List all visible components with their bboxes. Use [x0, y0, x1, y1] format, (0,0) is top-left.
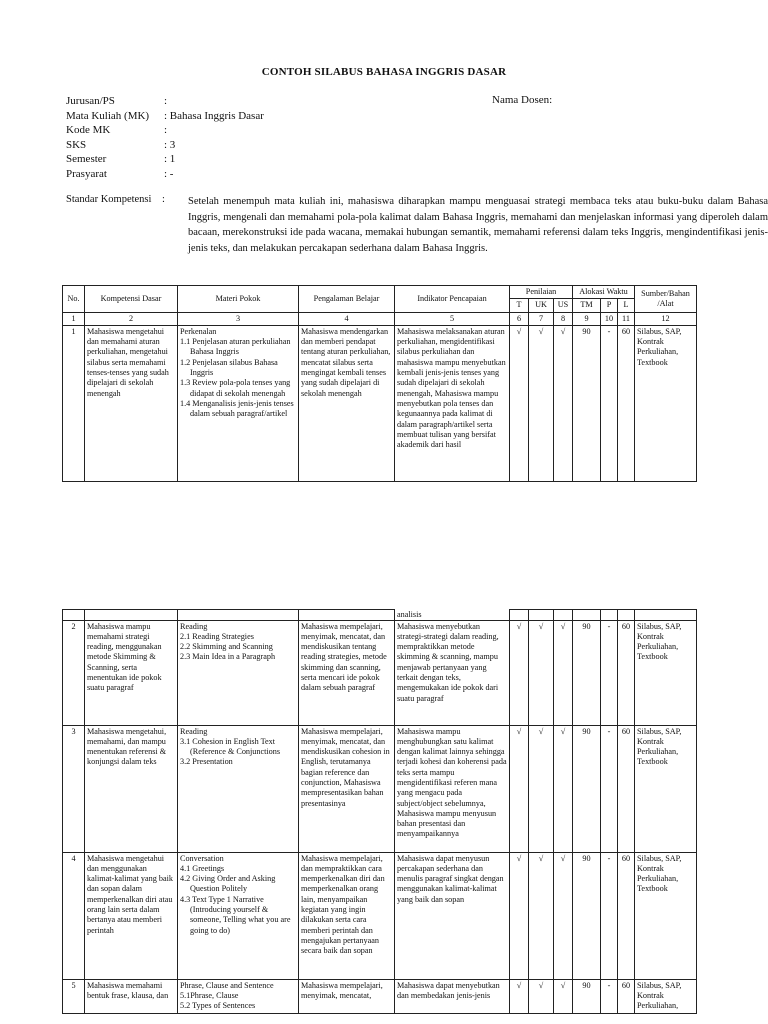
info-row	[66, 94, 464, 109]
row-us: √	[554, 325, 573, 481]
row-indikator: Mahasiswa dapat menyusun percakapan sederhana dan menulis paragraf singkat dengan menggunakan kalimat-kalimat yang baik dan sopan	[395, 852, 510, 979]
info-label: Semester	[66, 153, 107, 166]
info-label: Prasyarat	[66, 167, 107, 180]
row-us: √	[554, 620, 573, 725]
row-indikator: Mahasiswa mampu menghubungkan satu kalimat dengan kalimat lainnya sehingga terjadi kohesi dan koherensi pada teks serta mampu mengidentifikasi referen mana yang mengacu pada subject/object sebelumnya, Mahasiswa mampu menyusun bahan presentasi dan menyampaikannya	[395, 725, 510, 852]
table-row	[63, 325, 697, 481]
row-kompetensi: Mahasiswa memahami bentuk frase, klausa, dan	[85, 979, 178, 1013]
header-no: No.	[63, 286, 85, 313]
info-value: : Bahasa Inggris Dasar	[164, 109, 264, 122]
row-no: 2	[63, 620, 85, 725]
column-number: 7	[529, 312, 554, 325]
row-sumber: Silabus, SAP, Kontrak Perkuliahan, Textbook	[635, 620, 697, 725]
row-t: √	[510, 620, 529, 725]
sk-colon: :	[162, 194, 165, 205]
row-no: 4	[63, 852, 85, 979]
materi-item: 5.1Phrase, Clause	[180, 990, 239, 1000]
materi-item: 2.1 Reading Strategies	[180, 631, 254, 641]
row-t: √	[510, 979, 529, 1013]
row-tm: 90	[573, 620, 601, 725]
row-l: 60	[618, 620, 635, 725]
materi-heading: Perkenalan	[180, 326, 217, 336]
row-indikator: Mahasiswa melaksanakan aturan perkuliahan, mengidentifikasi silabus perkuliahan dan mahasiswa mampu menyebutkan kembali jenis-jenis tenses yang sudah dipelajari di sekolah menengah, Mahasiswa mampu menyebutkan pola tenses dan kegunaannya pada kalimat di dalam paragraph/artikel serta membuat tulisan yang bersifat akademik dari hasil	[395, 325, 510, 481]
row-pengalaman: Mahasiswa mempelajari, dan mempraktikkan cara memperkenalkan diri dan memperkenalkan orang lain, menyampaikan kegiatan yang ingin dilakukan serta cara memberi perintah dan mengajukan pertanyaan secara baik dan sopan	[299, 852, 395, 979]
header-alokasi: Alokasi Waktu	[573, 286, 635, 299]
row-p: -	[601, 325, 618, 481]
column-number: 2	[85, 312, 178, 325]
table-row	[63, 725, 697, 852]
row-uk: √	[529, 725, 554, 852]
info-label: Kode MK	[66, 124, 111, 137]
materi-item: 1.1 Penjelasan aturan perkuliahan Bahasa Inggris	[180, 337, 291, 357]
row-uk: √	[529, 979, 554, 1013]
row-uk: √	[529, 325, 554, 481]
info-value: : -	[164, 167, 174, 180]
column-number: 1	[63, 312, 85, 325]
row-t: √	[510, 852, 529, 979]
header-materi: Materi Pokok	[178, 286, 299, 313]
row-materi	[178, 852, 299, 979]
column-number-row	[63, 312, 697, 325]
materi-item: 3.1 Cohesion in English Text (Reference & Conjunctions	[180, 736, 281, 757]
info-label: SKS	[66, 138, 87, 151]
row-us: √	[554, 725, 573, 852]
row-kompetensi: Mahasiswa mengetahui dan memahami aturan perkuliahan, mengetahui silabus serta memahami tenses-tenses yang sudah dipelajari di sekolah menengah	[85, 325, 178, 481]
row-indikator: Mahasiswa menyebutkan strategi-strategi dalam reading, mempraktikkan metode skimming & scanning, mampu menjawab pertanyaan yang terkait dengan teks, mengemukakan ide pokok dari suatu paragraf	[395, 620, 510, 725]
row-p: -	[601, 852, 618, 979]
table-row	[63, 852, 697, 979]
row-tm: 90	[573, 979, 601, 1013]
row-tm: 90	[573, 852, 601, 979]
table-row	[63, 620, 697, 725]
row-tm: 90	[573, 725, 601, 852]
row-l: 60	[618, 725, 635, 852]
info-value: :	[164, 124, 168, 137]
materi-item: 4.2 Giving Order and Asking Question Politely	[180, 874, 276, 894]
column-number: 3	[178, 312, 299, 325]
column-number: 6	[510, 312, 529, 325]
header-uk: UK	[529, 299, 554, 312]
materi-item: 2.2 Skimming and Scanning	[180, 642, 273, 652]
info-row	[66, 109, 464, 124]
row-p: -	[601, 620, 618, 725]
table-row	[63, 979, 697, 1013]
row-no: 1	[63, 325, 85, 481]
row-pengalaman: Mahasiswa mendengarkan dan memberi pendapat tentang aturan perkuliahan, mencatat silabus serta mengingat kembali tenses yang sudah dipelajari di sekolah menengah	[299, 325, 395, 481]
materi-heading: Reading	[180, 621, 208, 631]
header-sumber: Sumber/Bahan /Alat	[635, 286, 697, 313]
sk-label: Standar Kompetensi	[66, 194, 152, 205]
syllabus-table-continued	[62, 609, 697, 1014]
row-kompetensi: Mahasiswa mampu memahami strategi reading, menggunakan metode Skimming & Scanning, serta menentukan ide pokok suatu paragraf	[85, 620, 178, 725]
row-l: 60	[618, 979, 635, 1013]
header-p: P	[601, 299, 618, 312]
materi-heading: Conversation	[180, 853, 224, 863]
materi-heading: Reading	[180, 726, 208, 736]
row-materi	[178, 325, 299, 481]
materi-item: 4.1 Greetings	[180, 863, 225, 873]
row-p: -	[601, 979, 618, 1013]
document-title: CONTOH SILABUS BAHASA INGGRIS DASAR	[261, 66, 507, 78]
row-uk: √	[529, 620, 554, 725]
row-uk: √	[529, 852, 554, 979]
row-sumber: Silabus, SAP, Kontrak Perkuliahan, Textbook	[635, 725, 697, 852]
column-number: 12	[635, 312, 697, 325]
info-row	[66, 138, 464, 153]
header-l: L	[618, 299, 635, 312]
column-number: 9	[573, 312, 601, 325]
header-tm: TM	[573, 299, 601, 312]
sk-text: Setelah menempuh mata kuliah ini, mahasiswa diharapkan mampu menguasai strategi membaca teks atau buku-buku dalam Bahasa Inggris, mengenali dan memahami pola-pola kalimat dalam Bahasa Inggris, memahami dan menjelaskan informasi yang diperoleh dalam bacaan, merekonstruksi ide pada wacana, memakai hubungan semantik, memahami referensi dalam teks Inggris, mengindentifikasi jenis-jenis teks, dan melakukan percakapan sederhana dalam Bahasa Inggris.	[188, 196, 768, 254]
row-materi	[178, 725, 299, 852]
lecturer-name-label: Nama Dosen:	[492, 94, 553, 106]
materi-item: 1.4 Menganalisis jenis-jenis tenses dalam sebuah paragraf/artikel	[180, 398, 294, 419]
continued-text: analisis	[395, 610, 510, 621]
info-value: : 3	[164, 138, 176, 151]
column-number: 8	[554, 312, 573, 325]
header-penilaian: Penilaian	[510, 286, 573, 299]
materi-heading: Phrase, Clause and Sentence	[180, 980, 274, 990]
row-t: √	[510, 325, 529, 481]
row-us: √	[554, 979, 573, 1013]
row-sumber: Silabus, SAP, Kontrak Perkuliahan, Textbook	[635, 852, 697, 979]
row-pengalaman: Mahasiswa mempelajari, menyimak, mencatat, dan mendiskusikan cohesion in English, terutamanya bagian reference dan conjunction, Mahasiswa mempresentasikan bahan presentasinya	[299, 725, 395, 852]
syllabus-table	[62, 285, 697, 482]
materi-item: 1.3 Review pola-pola tenses yang didapat di sekolah menengah	[180, 378, 291, 398]
row-kompetensi: Mahasiswa mengetahui dan menggunakan kalimat-kalimat yang baik dan sopan dalam memperkenalkan diri atau orang lain serta dalam bertanya atau memberi perintah	[85, 852, 178, 979]
header-pengalaman: Pengalaman Belajar	[299, 286, 395, 313]
info-label: Mata Kuliah (MK)	[66, 109, 150, 122]
materi-item: 4.3 Text Type 1 Narrative (Introducing yourself & someone, Telling what you are going to do)	[180, 894, 291, 935]
row-sumber: Silabus, SAP, Kontrak Perkuliahan, Textbook	[635, 325, 697, 481]
row-indikator: Mahasiswa dapat menyebutkan dan membedakan jenis-jenis	[395, 979, 510, 1013]
row-no: 5	[63, 979, 85, 1013]
header-kompetensi: Kompetensi Dasar	[85, 286, 178, 313]
row-materi	[178, 979, 299, 1013]
row-t: √	[510, 725, 529, 852]
column-number: 4	[299, 312, 395, 325]
info-row	[66, 152, 464, 167]
info-value: : 1	[164, 153, 176, 166]
materi-item: 1.2 Penjelasan silabus Bahasa Inggris	[180, 357, 278, 378]
header-t: T	[510, 299, 529, 312]
row-sumber: Silabus, SAP, Kontrak Perkuliahan,	[635, 979, 697, 1013]
row-l: 60	[618, 325, 635, 481]
row-pengalaman: Mahasiswa mempelajari, menyimak, mencatat, dan mendiskusikan tentang reading strategies, metode skimming dan scanning, serta mencari ide pokok dalam sebuah paragraf	[299, 620, 395, 725]
row-pengalaman: Mahasiswa mempelajari, menyimak, mencatat,	[299, 979, 395, 1013]
row-p: -	[601, 725, 618, 852]
info-row	[66, 123, 464, 138]
header-us: US	[554, 299, 573, 312]
continuation-row	[63, 610, 697, 621]
row-materi	[178, 620, 299, 725]
materi-item: 3.2 Presentation	[180, 757, 233, 767]
header-indikator: Indikator Pencapaian	[395, 286, 510, 313]
info-value: :	[164, 95, 168, 107]
column-number: 11	[618, 312, 635, 325]
column-number: 10	[601, 312, 618, 325]
materi-item: 5.2 Types of Sentences	[180, 1001, 256, 1011]
row-no: 3	[63, 725, 85, 852]
row-tm: 90	[573, 325, 601, 481]
course-info	[66, 94, 464, 182]
row-us: √	[554, 852, 573, 979]
materi-item: 2.3 Main Idea in a Paragraph	[180, 652, 276, 662]
row-kompetensi: Mahasiswa mengetahui, memahami, dan mampu menentukan referensi & konjungsi dalam teks	[85, 725, 178, 852]
column-number: 5	[395, 312, 510, 325]
row-l: 60	[618, 852, 635, 979]
info-label: Jurusan/PS	[66, 95, 115, 107]
info-row	[66, 167, 464, 182]
